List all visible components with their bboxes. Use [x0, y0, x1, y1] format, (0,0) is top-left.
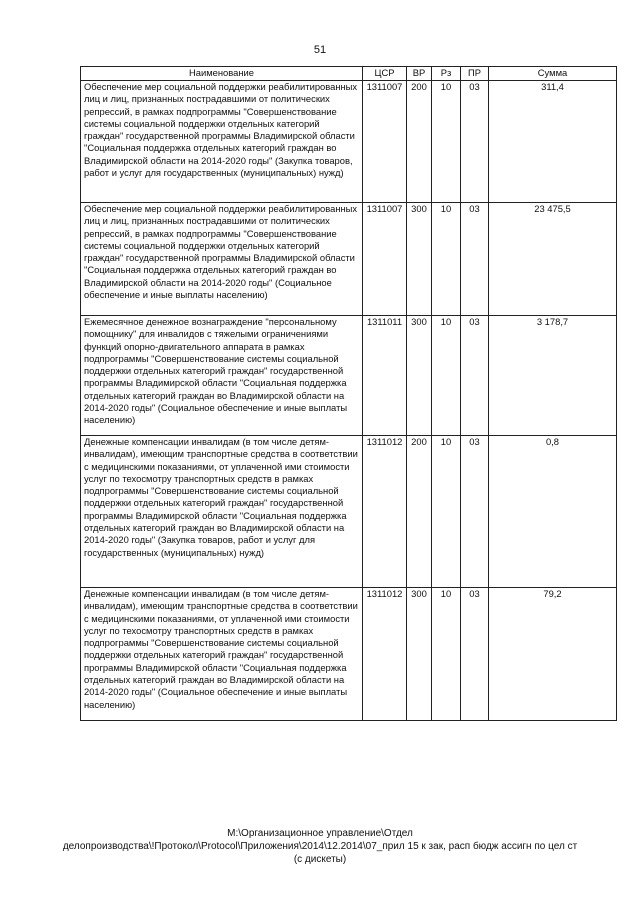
row-pr: 03	[461, 81, 489, 203]
header-name: Наименование	[81, 67, 363, 81]
row-pr: 03	[461, 316, 489, 436]
row-vr: 200	[407, 436, 432, 588]
row-vr: 300	[407, 588, 432, 721]
table-row	[81, 588, 617, 721]
row-rz: 10	[432, 203, 461, 316]
header-rz: Рз	[432, 67, 461, 81]
row-pr: 03	[461, 203, 489, 316]
footer-path-line-2: делопроизводства\!Протокол\Protocol\Приложения\2014\12.2014\07_прил 15 к зак, расп бюдж ассигн по цел ст	[62, 841, 578, 852]
row-vr: 300	[407, 203, 432, 316]
row-vr: 200	[407, 81, 432, 203]
row-sum: 23 475,5	[489, 203, 617, 316]
footer-path-line-1: M:\Организационное управление\Отдел	[227, 828, 413, 839]
row-rz: 10	[432, 316, 461, 436]
footer-path-line-3: (с дискеты)	[293, 854, 347, 865]
row-csr: 1311012	[363, 436, 407, 588]
header-vr: ВР	[407, 67, 432, 81]
row-name: Обеспечение мер социальной поддержки реабилитированных лиц и лиц, признанных пострадавшими от политических репрессий, в рамках подпрограммы "Совершенствование системы социальной поддержки отдельных категорий граждан" государственной программы Владимирской области "Социальная поддержка отдельных категорий граждан во Владимирской области на 2014-2020 годы" (Социальное обеспечение и иные выплаты населению)	[81, 203, 363, 316]
row-csr: 1311007	[363, 203, 407, 316]
row-sum: 0,8	[489, 436, 617, 588]
header-csr: ЦСР	[363, 67, 407, 81]
page-number: 51	[313, 44, 327, 56]
table-row	[81, 316, 617, 436]
row-rz: 10	[432, 436, 461, 588]
row-sum: 3 178,7	[489, 316, 617, 436]
table-row	[81, 436, 617, 588]
row-csr: 1311007	[363, 81, 407, 203]
header-sum: Сумма	[489, 67, 617, 81]
row-rz: 10	[432, 588, 461, 721]
row-name: Денежные компенсации инвалидам (в том числе детям-инвалидам), имеющим транспортные средства в соответствии с медицинскими показаниями, от уплаченной ими стоимости услуг по техосмотру транспортных средств в рамках подпрограммы "Совершенствование системы социальной поддержки отдельных категорий граждан" государственной программы Владимирской области "Социальная поддержка отдельных категорий граждан во Владимирской области на 2014-2020 годы" (Социальное обеспечение и иные выплаты населению)	[81, 588, 363, 721]
table-row	[81, 81, 617, 203]
row-rz: 10	[432, 81, 461, 203]
header-pr: ПР	[461, 67, 489, 81]
row-sum: 311,4	[489, 81, 617, 203]
row-sum: 79,2	[489, 588, 617, 721]
row-name: Ежемесячное денежное вознаграждение "персональному помощнику" для инвалидов с тяжелыми ограничениями функций опорно-двигательного аппарата в рамках подпрограммы "Совершенствование системы социальной поддержки отдельных категорий граждан" государственной программы Владимирской области "Социальная поддержка отдельных категорий граждан во Владимирской области на 2014-2020 годы" (Социальное обеспечение и иные выплаты населению)	[81, 316, 363, 436]
row-pr: 03	[461, 436, 489, 588]
row-csr: 1311011	[363, 316, 407, 436]
row-name: Обеспечение мер социальной поддержки реабилитированных лиц и лиц, признанных пострадавшими от политических репрессий, в рамках подпрограммы "Совершенствование системы социальной поддержки отдельных категорий граждан" государственной программы Владимирской области "Социальная поддержка отдельных категорий граждан во Владимирской области на 2014-2020 годы" (Закупка товаров, работ и услуг для государственных (муниципальных) нужд)	[81, 81, 363, 203]
row-csr: 1311012	[363, 588, 407, 721]
table-header-row	[81, 67, 617, 81]
table-row	[81, 203, 617, 316]
row-pr: 03	[461, 588, 489, 721]
budget-table	[80, 66, 617, 721]
row-vr: 300	[407, 316, 432, 436]
row-name: Денежные компенсации инвалидам (в том числе детям-инвалидам), имеющим транспортные средства в соответствии с медицинскими показаниями, от уплаченной ими стоимости услуг по техосмотру транспортных средств в рамках подпрограммы "Совершенствование системы социальной поддержки отдельных категорий граждан" государственной программы Владимирской области "Социальная поддержка отдельных категорий граждан во Владимирской области на 2014-2020 годы" (Закупка товаров, работ и услуг для государственных (муниципальных) нужд)	[81, 436, 363, 588]
